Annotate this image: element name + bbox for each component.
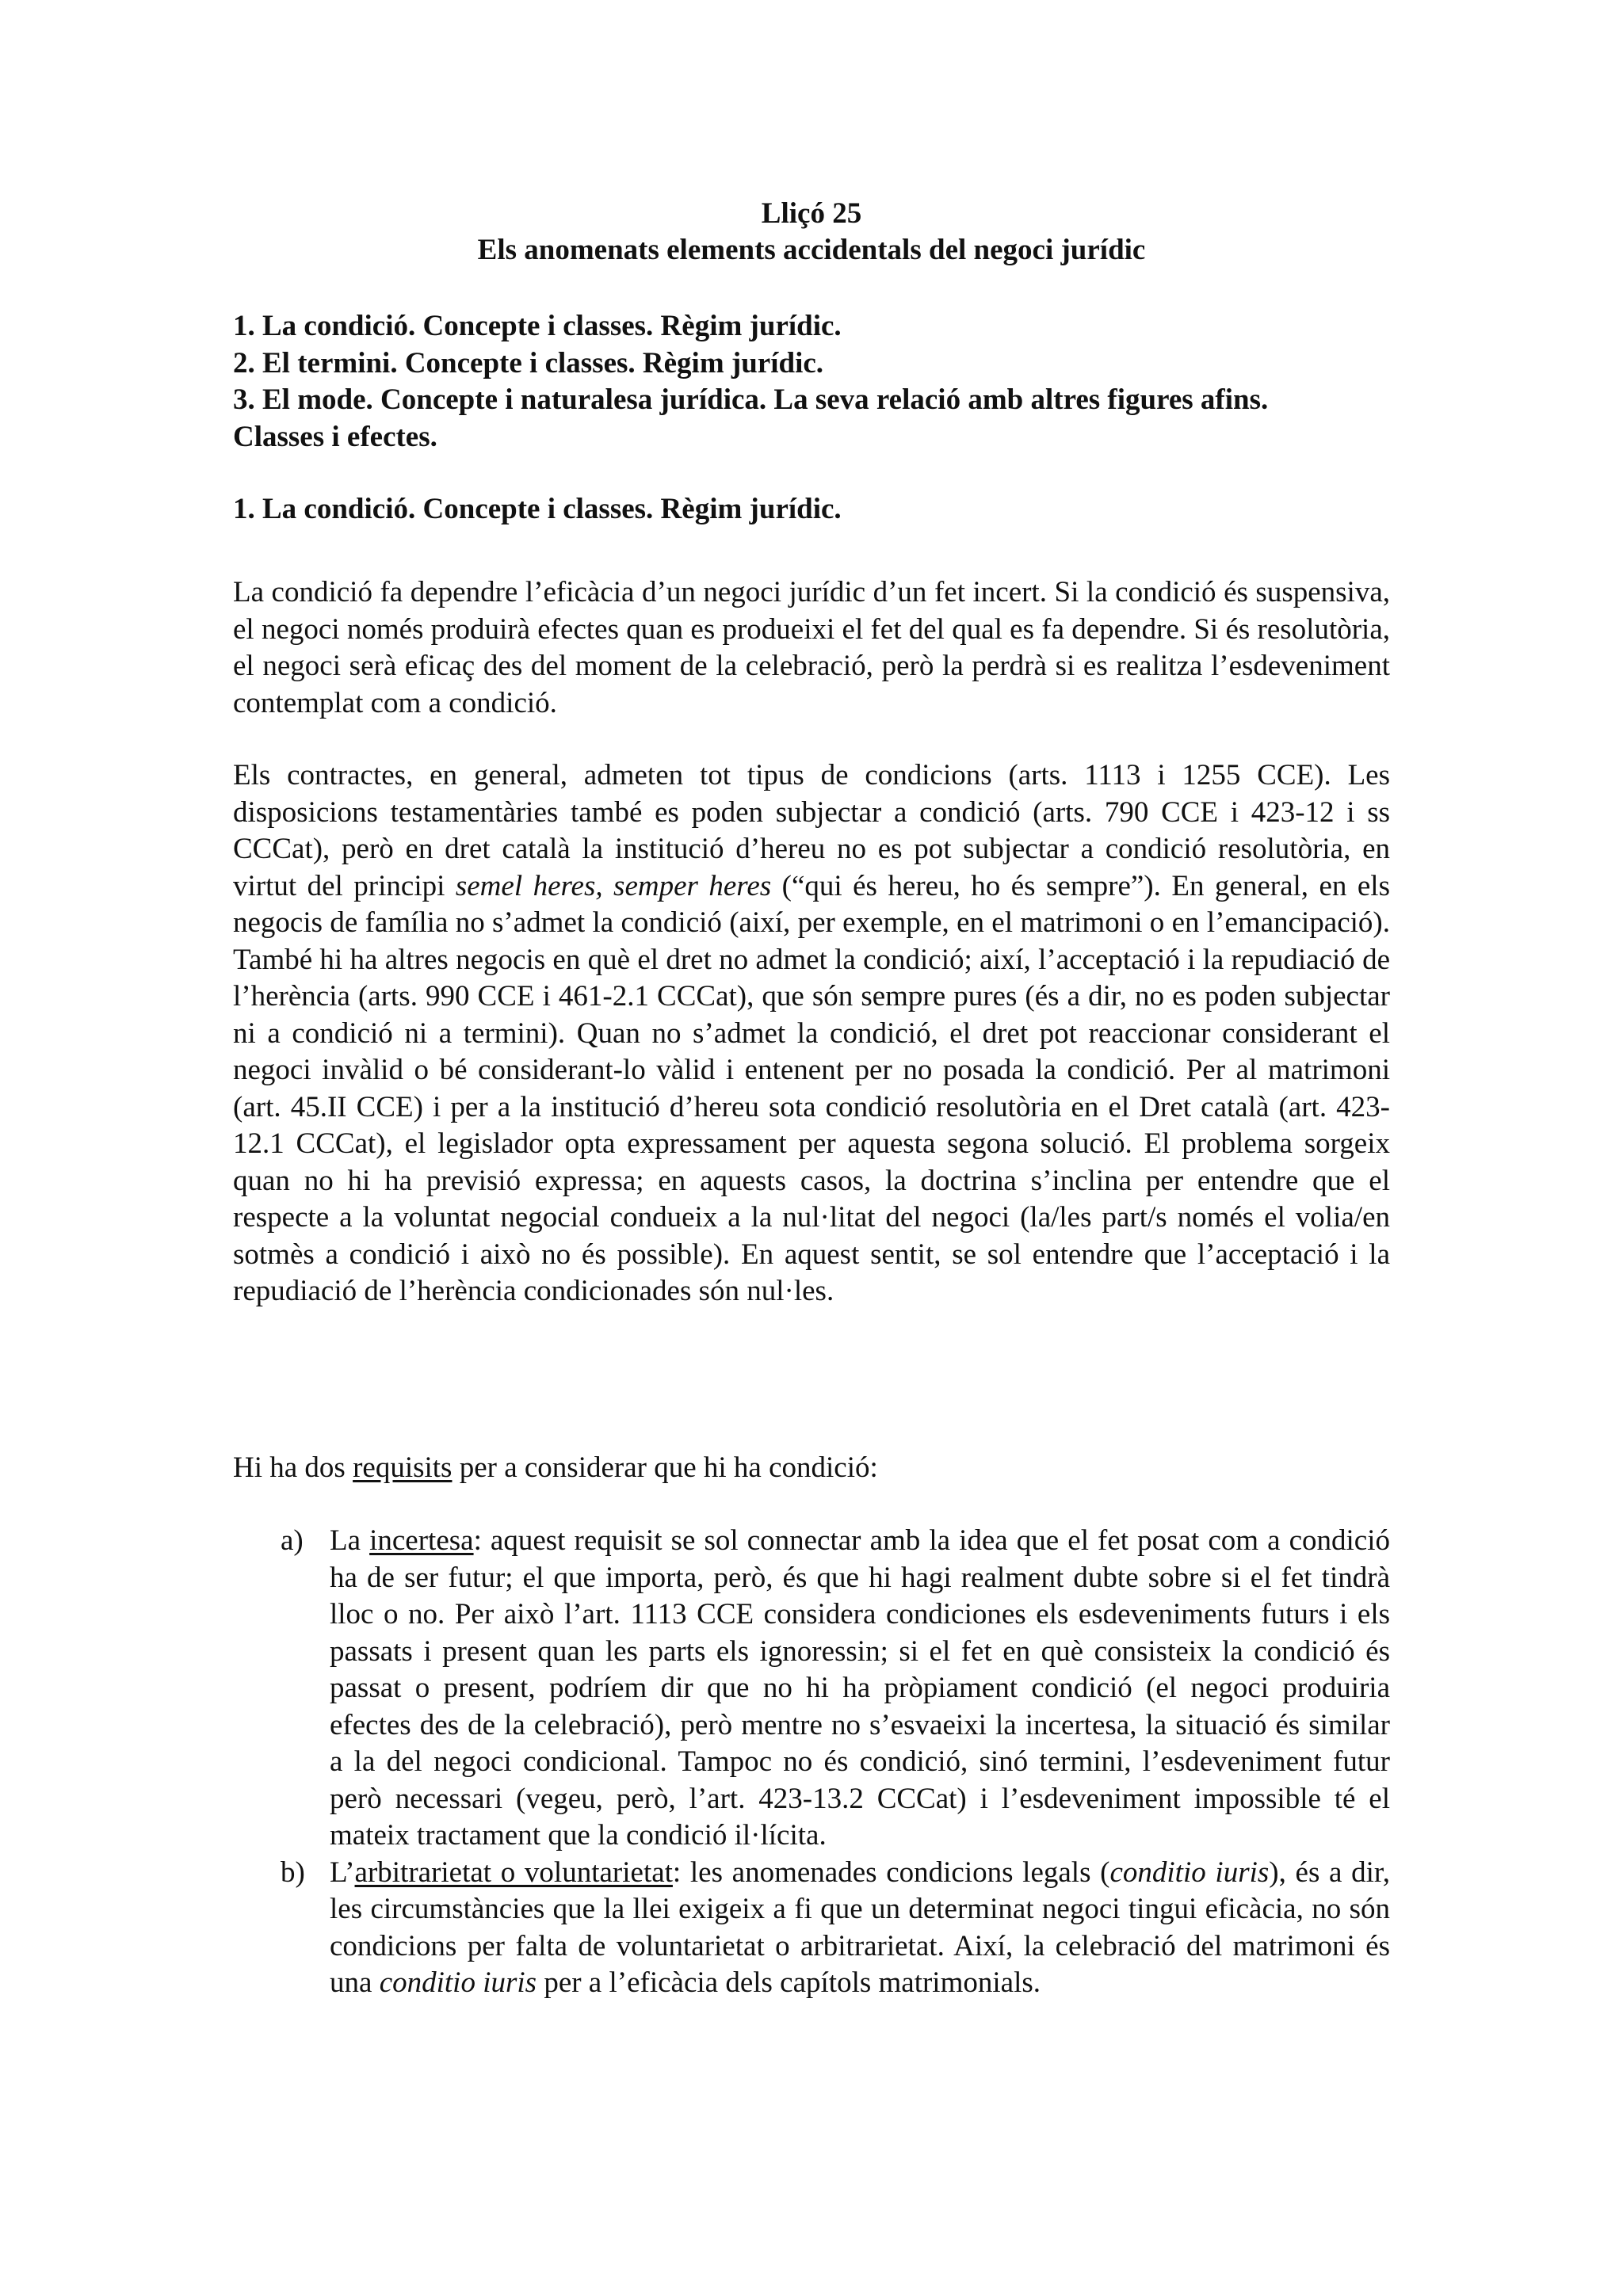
paragraph-text: Els contractes, en general, admeten tot tipus de condicions (arts. 1113 i 1255 CCE). Les disposicions testamentàries també es poden subjectar a condició (arts. 790 CCE i 423-12 i ss CCCat), però en dret català la institució d’hereu no es pot subjectar a condició resolutòria, en virtut del principi	[233, 759, 1390, 902]
item-text: La	[330, 1524, 370, 1557]
list-marker: a)	[281, 1524, 304, 1557]
underlined-term: arbitrarietat o voluntarietat	[354, 1855, 673, 1889]
list-marker: b)	[281, 1855, 305, 1889]
paragraph-text: per a considerar que hi ha condició:	[452, 1451, 878, 1484]
paragraph	[233, 1450, 1390, 1487]
table-of-contents	[233, 308, 1398, 456]
latin-phrase: conditio iuris	[1109, 1855, 1270, 1889]
item-text: ), és a dir, les circumstàncies que la llei exigeix a fi que un determinat negoci tingui eficàcia, no són condicions per falta de voluntarietat o arbitrarietat. Així, la celebració del matrimoni és una	[330, 1855, 1390, 1999]
underlined-term: incertesa	[369, 1524, 474, 1557]
paragraph	[233, 757, 1390, 1310]
page-title: Els anomenats elements accidentals del negoci jurídic	[477, 234, 1146, 266]
toc-item: 3. El mode. Concepte i naturalesa jurídica. La seva relació amb altres figures afins.	[233, 383, 1269, 416]
requirements-list	[233, 1523, 1390, 2002]
toc-item: 1. La condició. Concepte i classes. Règim jurídic.	[233, 310, 842, 342]
item-text: L’	[330, 1855, 355, 1889]
paragraph: La condició fa dependre l’eficàcia d’un negoci jurídic d’un fet incert. Si la condició és suspensiva, el negoci només produirà efectes quan es produeixi el fet del qual es fa dependre. Si és resolutòria, el negoci serà eficaç des del moment de la celebració, però la perdrà si es realitza l’esdeveniment contemplat com a condició.	[233, 576, 1390, 719]
item-text: : aquest requisit se sol connectar amb la idea que el fet posat com a condició ha de ser futur; el que importa, però, és que hi hagi realment dubte sobre si el fet tindrà lloc o no. Per això l’art. 1113 CCE considera condiciones els esdeveniments futurs i els passats i present quan les parts els ignoressin; si el fet en què consisteix la condició és passat o present, podríem dir que no hi ha pròpiament condició (el negoci produiria efectes des de la celebració), però mentre no s’esvaeixi la incertesa, la situació és similar a la del negoci condicional. Tampoc no és condició, sinó termini, l’esdeveniment futur però necessari (vegeu, però, l’art. 423-13.2 CCCat) i l’esdeveniment impossible té el mateix tractament que la condició il·lícita.	[330, 1524, 1390, 1852]
paragraph-text: Hi ha dos	[233, 1451, 353, 1484]
item-text: : les anomenades condicions legals (	[672, 1855, 1110, 1889]
list-item	[233, 1523, 1390, 1855]
item-text: per a l’eficàcia dels capítols matrimonials.	[537, 1966, 1041, 1999]
list-item	[233, 1855, 1390, 2002]
latin-phrase: conditio iuris	[379, 1966, 537, 1999]
toc-item: Classes i efectes.	[233, 420, 437, 453]
section-heading: 1. La condició. Concepte i classes. Règim jurídic.	[233, 493, 842, 525]
lesson-number: Lliçó 25	[761, 197, 862, 230]
latin-phrase: semel heres, semper heres	[455, 869, 772, 902]
underlined-term: requisits	[353, 1451, 453, 1484]
paragraph-text: (“qui és hereu, ho és sempre”). En general, en els negocis de família no s’admet la condició (així, per exemple, en el matrimoni o en l’emancipació). També hi ha altres negocis en què el dret no admet la condició; així, l’acceptació i la repudiació de l’herència (arts. 990 CCE i 461-2.1 CCCat), que són sempre pures (és a dir, no es poden subjectar ni a condició ni a termini). Quan no s’admet la condició, el dret pot reaccionar considerant el negoci invàlid o bé considerant-lo vàlid i entenent per no posada la condició. Per al matrimoni (art. 45.II CCE) i per a la institució d’hereu sota condició resolutòria en el Dret català (art. 423-12.1 CCCat), el legislador opta expressament per aquesta segona solució. El problema sorgeix quan no hi ha previsió expressa; en aquests casos, la doctrina s’inclina per entendre que el respecte a la voluntat negocial condueix a la nul·litat del negoci (la/les part/s només el volia/en sotmès a condició i això no és possible). En aquest sentit, se sol entendre que l’acceptació i la repudiació de l’herència condicionades són nul·les.	[233, 869, 1390, 1307]
toc-item: 2. El termini. Concepte i classes. Règim jurídic.	[233, 346, 824, 379]
